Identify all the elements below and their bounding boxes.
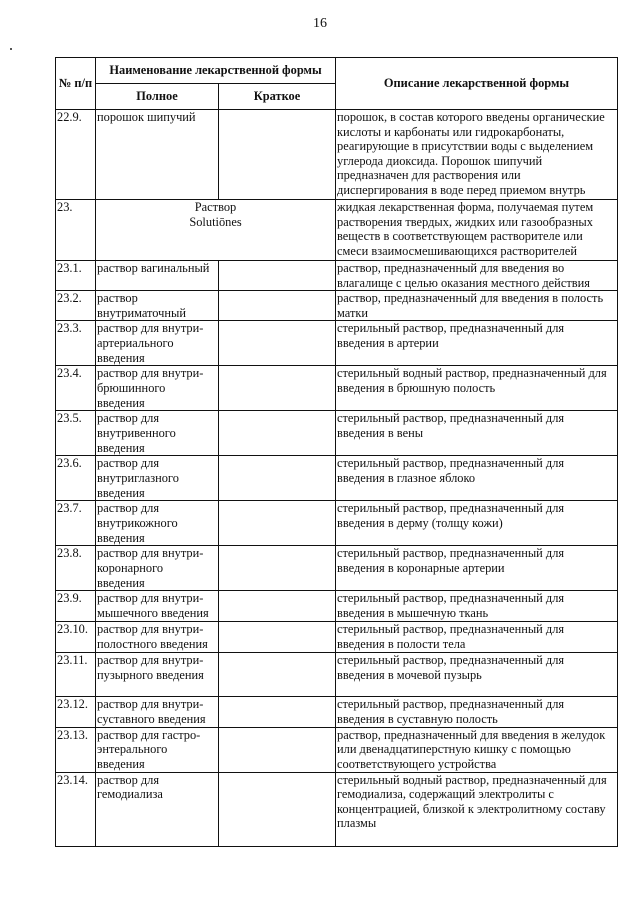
full-name: раствор для внутри- пузырного введения (96, 653, 219, 697)
full-name: порошок шипучий (96, 110, 219, 200)
full-name: раствор для внутри- артериального введения (96, 321, 219, 366)
row-number: 23.13. (56, 727, 96, 772)
full-name: раствор для внутрикожного введения (96, 501, 219, 546)
group-title: Раствор Solutiōnes (96, 200, 336, 261)
table-row (56, 456, 618, 501)
table-row (56, 653, 618, 697)
row-number: 23.5. (56, 411, 96, 456)
table-row (56, 110, 618, 200)
short-name (219, 622, 336, 653)
description: жидкая лекарственная форма, получаемая путем растворения твердых, жидких или газообразных веществ в соответствующем растворителе или смеси взаимосмешивающихся растворителей (336, 200, 618, 261)
full-name: раствор вагинальный (96, 261, 219, 291)
row-number: 23.7. (56, 501, 96, 546)
row-number: 23.6. (56, 456, 96, 501)
description: стерильный раствор, предназначенный для введения в артерии (336, 321, 618, 366)
full-name: раствор для гемодиализа (96, 772, 219, 846)
table-row (56, 772, 618, 846)
description: стерильный раствор, предназначенный для введения в мочевой пузырь (336, 653, 618, 697)
description: стерильный водный раствор, предназначенный для гемодиализа, содержащий электролиты с концентрацией, близкой к электролитному составу плазмы (336, 772, 618, 846)
row-number: 23.11. (56, 653, 96, 697)
row-number: 23.3. (56, 321, 96, 366)
table-row (56, 697, 618, 727)
description: раствор, предназначенный для введения в желудок или двенадцатиперстную кишку с помощью соответствующего устройства (336, 727, 618, 772)
full-name: раствор для внутри- мышечного введения (96, 591, 219, 622)
description: раствор, предназначенный для введения во влагалище с целью оказания местного действия (336, 261, 618, 291)
short-name (219, 697, 336, 727)
full-name: раствор внутриматочный (96, 291, 219, 321)
description: стерильный раствор, предназначенный для введения в глазное яблоко (336, 456, 618, 501)
table-row (56, 411, 618, 456)
table-row (56, 291, 618, 321)
table-row (56, 321, 618, 366)
short-name (219, 772, 336, 846)
short-name (219, 591, 336, 622)
short-name (219, 727, 336, 772)
row-number: 22.9. (56, 110, 96, 200)
short-name (219, 653, 336, 697)
row-number: 23.14. (56, 772, 96, 846)
table-row (56, 591, 618, 622)
short-name (219, 366, 336, 411)
full-name: раствор для внутри- коронарного введения (96, 546, 219, 591)
table-row (56, 200, 618, 261)
description: стерильный раствор, предназначенный для введения в вены (336, 411, 618, 456)
table-row (56, 366, 618, 411)
short-name (219, 501, 336, 546)
table-row (56, 727, 618, 772)
description: стерильный водный раствор, предназначенный для введения в брюшную полость (336, 366, 618, 411)
page-number: 16 (313, 16, 327, 31)
description: стерильный раствор, предназначенный для введения в мышечную ткань (336, 591, 618, 622)
short-name (219, 456, 336, 501)
description: раствор, предназначенный для введения в полость матки (336, 291, 618, 321)
row-number: 23.12. (56, 697, 96, 727)
full-name: раствор для внутриглазного введения (96, 456, 219, 501)
row-number: 23.10. (56, 622, 96, 653)
full-name: раствор для внутри- суставного введения (96, 697, 219, 727)
dosage-forms-table (55, 57, 618, 847)
full-name: раствор для гастро- энтерального введения (96, 727, 219, 772)
full-name: раствор для внутривенного введения (96, 411, 219, 456)
table-body (56, 110, 618, 847)
description: стерильный раствор, предназначенный для введения в коронарные артерии (336, 546, 618, 591)
short-name (219, 291, 336, 321)
header-full-name: Полное (96, 84, 219, 110)
row-number: 23.8. (56, 546, 96, 591)
short-name (219, 321, 336, 366)
table-row (56, 546, 618, 591)
row-number: 23.9. (56, 591, 96, 622)
short-name (219, 110, 336, 200)
table-row (56, 501, 618, 546)
row-number: 23. (56, 200, 96, 261)
header-number: № п/п (56, 58, 96, 110)
header-name-group: Наименование лекарственной формы (96, 58, 336, 84)
table-row (56, 622, 618, 653)
short-name (219, 546, 336, 591)
description: стерильный раствор, предназначенный для введения в полости тела (336, 622, 618, 653)
row-number: 23.4. (56, 366, 96, 411)
short-name (219, 261, 336, 291)
row-number: 23.2. (56, 291, 96, 321)
scan-mark (10, 48, 12, 50)
table-row (56, 261, 618, 291)
header-description: Описание лекарственной формы (336, 58, 618, 110)
description: стерильный раствор, предназначенный для введения в суставную полость (336, 697, 618, 727)
row-number: 23.1. (56, 261, 96, 291)
short-name (219, 411, 336, 456)
full-name: раствор для внутри- полостного введения (96, 622, 219, 653)
full-name: раствор для внутри- брюшинного введения (96, 366, 219, 411)
header-short-name: Краткое (219, 84, 336, 110)
description: порошок, в состав которого введены органические кислоты и карбонаты или гидрокарбонаты, реагирующие в присутствии воды с выделением углерода диоксида. Порошок шипучий предназначен для растворения или диспергирования в воде перед приемом внутрь (336, 110, 618, 200)
description: стерильный раствор, предназначенный для введения в дерму (толщу кожи) (336, 501, 618, 546)
